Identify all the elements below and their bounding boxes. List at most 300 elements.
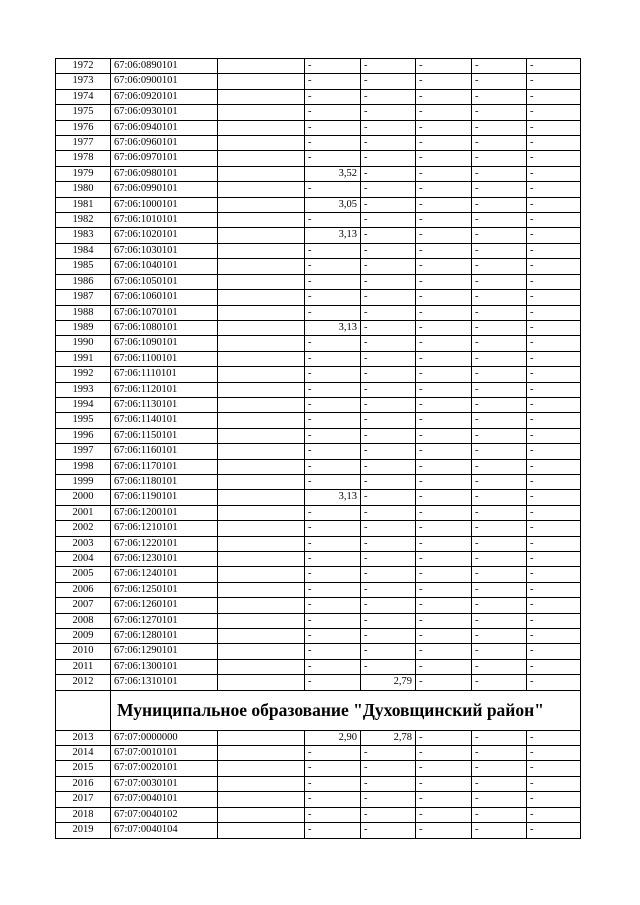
value-cell-6: -: [527, 367, 581, 382]
row-number-cell: 2011: [56, 659, 111, 674]
table-row: [56, 582, 581, 597]
value-cell-3: -: [361, 228, 416, 243]
value-cell-4: -: [416, 120, 472, 135]
value-cell-2: -: [305, 243, 361, 258]
value-cell-3: -: [361, 598, 416, 613]
row-number-cell: 1994: [56, 397, 111, 412]
value-cell-1: [218, 598, 305, 613]
value-cell-6: -: [527, 776, 581, 791]
row-number-cell: 1983: [56, 228, 111, 243]
cadastral-code-cell: 67:06:0900101: [111, 74, 218, 89]
cadastral-code-cell: 67:06:0930101: [111, 105, 218, 120]
table-row: [56, 274, 581, 289]
value-cell-2: -: [305, 552, 361, 567]
table-row: [56, 746, 581, 761]
table-row: [56, 505, 581, 520]
table-row: [56, 776, 581, 791]
table-row: [56, 136, 581, 151]
value-cell-3: -: [361, 444, 416, 459]
value-cell-3: -: [361, 823, 416, 838]
table-row: [56, 761, 581, 776]
table-row: [56, 613, 581, 628]
value-cell-3: -: [361, 746, 416, 761]
value-cell-2: -: [305, 792, 361, 807]
row-number-cell: 1990: [56, 336, 111, 351]
value-cell-1: [218, 413, 305, 428]
row-number-cell: 1980: [56, 182, 111, 197]
value-cell-1: [218, 505, 305, 520]
table-row: [56, 413, 581, 428]
value-cell-6: -: [527, 182, 581, 197]
value-cell-2: -: [305, 582, 361, 597]
value-cell-5: -: [472, 730, 527, 745]
value-cell-1: [218, 629, 305, 644]
value-cell-1: [218, 228, 305, 243]
cadastral-code-cell: 67:06:1300101: [111, 659, 218, 674]
table-row: [56, 243, 581, 258]
value-cell-4: -: [416, 505, 472, 520]
value-cell-2: -: [305, 351, 361, 366]
value-cell-2: 3,13: [305, 228, 361, 243]
value-cell-4: -: [416, 136, 472, 151]
cadastral-code-cell: 67:06:1120101: [111, 382, 218, 397]
value-cell-6: -: [527, 290, 581, 305]
cadastral-table: [55, 58, 581, 839]
value-cell-2: -: [305, 259, 361, 274]
row-number-cell: 1991: [56, 351, 111, 366]
value-cell-6: -: [527, 761, 581, 776]
value-cell-4: -: [416, 444, 472, 459]
value-cell-4: -: [416, 397, 472, 412]
value-cell-6: -: [527, 243, 581, 258]
value-cell-4: -: [416, 367, 472, 382]
value-cell-6: -: [527, 274, 581, 289]
value-cell-3: -: [361, 336, 416, 351]
value-cell-4: -: [416, 659, 472, 674]
value-cell-3: 2,79: [361, 675, 416, 690]
value-cell-2: -: [305, 761, 361, 776]
value-cell-5: -: [472, 644, 527, 659]
value-cell-2: -: [305, 807, 361, 822]
value-cell-5: -: [472, 521, 527, 536]
value-cell-5: -: [472, 536, 527, 551]
row-number-cell: 1987: [56, 290, 111, 305]
value-cell-5: -: [472, 290, 527, 305]
value-cell-6: -: [527, 459, 581, 474]
value-cell-4: -: [416, 823, 472, 838]
table-row: [56, 382, 581, 397]
value-cell-4: -: [416, 536, 472, 551]
value-cell-3: -: [361, 182, 416, 197]
value-cell-1: [218, 274, 305, 289]
value-cell-3: -: [361, 59, 416, 74]
row-number-cell: 1976: [56, 120, 111, 135]
table-row: [56, 474, 581, 489]
table-row: [56, 213, 581, 228]
row-number-cell: 1982: [56, 213, 111, 228]
value-cell-1: [218, 659, 305, 674]
cadastral-code-cell: 67:06:1190101: [111, 490, 218, 505]
cadastral-code-cell: 67:06:1280101: [111, 629, 218, 644]
row-number-cell: 2000: [56, 490, 111, 505]
value-cell-6: -: [527, 382, 581, 397]
value-cell-5: -: [472, 444, 527, 459]
value-cell-2: -: [305, 644, 361, 659]
row-number-cell: 1993: [56, 382, 111, 397]
value-cell-2: -: [305, 105, 361, 120]
value-cell-2: -: [305, 413, 361, 428]
value-cell-6: -: [527, 474, 581, 489]
value-cell-1: [218, 397, 305, 412]
value-cell-5: -: [472, 629, 527, 644]
value-cell-2: -: [305, 521, 361, 536]
table-row: [56, 259, 581, 274]
row-number-cell: 2003: [56, 536, 111, 551]
value-cell-1: [218, 89, 305, 104]
value-cell-6: -: [527, 336, 581, 351]
value-cell-3: -: [361, 305, 416, 320]
value-cell-1: [218, 644, 305, 659]
value-cell-4: -: [416, 792, 472, 807]
cadastral-code-cell: 67:06:1180101: [111, 474, 218, 489]
value-cell-4: -: [416, 197, 472, 212]
value-cell-6: -: [527, 746, 581, 761]
value-cell-5: -: [472, 552, 527, 567]
value-cell-5: -: [472, 567, 527, 582]
value-cell-1: [218, 166, 305, 181]
value-cell-3: -: [361, 474, 416, 489]
table-row: [56, 351, 581, 366]
value-cell-3: -: [361, 629, 416, 644]
value-cell-5: -: [472, 136, 527, 151]
table-row: [56, 567, 581, 582]
row-number-cell: 1989: [56, 320, 111, 335]
value-cell-4: -: [416, 213, 472, 228]
table-row: [56, 521, 581, 536]
row-number-cell: 2017: [56, 792, 111, 807]
value-cell-3: -: [361, 382, 416, 397]
value-cell-3: -: [361, 761, 416, 776]
row-number-cell: 2006: [56, 582, 111, 597]
value-cell-1: [218, 582, 305, 597]
cadastral-code-cell: 67:06:1030101: [111, 243, 218, 258]
value-cell-2: -: [305, 598, 361, 613]
value-cell-6: -: [527, 490, 581, 505]
value-cell-4: -: [416, 305, 472, 320]
value-cell-3: -: [361, 567, 416, 582]
cadastral-code-cell: 67:06:1170101: [111, 459, 218, 474]
row-number-cell: 2009: [56, 629, 111, 644]
cadastral-code-cell: 67:06:1260101: [111, 598, 218, 613]
table-body-bottom: [56, 730, 581, 838]
row-number-cell: 2001: [56, 505, 111, 520]
table-row: [56, 336, 581, 351]
value-cell-5: -: [472, 151, 527, 166]
row-number-cell: 2007: [56, 598, 111, 613]
value-cell-2: -: [305, 776, 361, 791]
cadastral-code-cell: 67:06:1100101: [111, 351, 218, 366]
value-cell-3: -: [361, 320, 416, 335]
row-number-cell: 1974: [56, 89, 111, 104]
value-cell-3: -: [361, 807, 416, 822]
value-cell-1: [218, 521, 305, 536]
cadastral-code-cell: 67:06:1000101: [111, 197, 218, 212]
value-cell-3: -: [361, 166, 416, 181]
value-cell-5: -: [472, 746, 527, 761]
value-cell-3: -: [361, 536, 416, 551]
cadastral-code-cell: 67:06:1250101: [111, 582, 218, 597]
value-cell-5: -: [472, 459, 527, 474]
value-cell-3: -: [361, 552, 416, 567]
value-cell-3: -: [361, 413, 416, 428]
value-cell-3: -: [361, 120, 416, 135]
table-row: [56, 444, 581, 459]
value-cell-5: -: [472, 351, 527, 366]
table-row: [56, 428, 581, 443]
value-cell-6: -: [527, 552, 581, 567]
value-cell-3: -: [361, 351, 416, 366]
value-cell-3: -: [361, 89, 416, 104]
row-number-cell: 2019: [56, 823, 111, 838]
value-cell-2: -: [305, 367, 361, 382]
table-row: [56, 490, 581, 505]
cadastral-code-cell: 67:06:1270101: [111, 613, 218, 628]
value-cell-5: -: [472, 761, 527, 776]
value-cell-1: [218, 305, 305, 320]
cadastral-code-cell: 67:06:1160101: [111, 444, 218, 459]
value-cell-2: -: [305, 823, 361, 838]
value-cell-6: -: [527, 444, 581, 459]
cadastral-code-cell: 67:06:1290101: [111, 644, 218, 659]
value-cell-4: -: [416, 59, 472, 74]
value-cell-1: [218, 197, 305, 212]
table-row: [56, 459, 581, 474]
value-cell-4: -: [416, 290, 472, 305]
row-number-cell: 2013: [56, 730, 111, 745]
row-number-cell: 1973: [56, 74, 111, 89]
value-cell-2: -: [305, 59, 361, 74]
cadastral-code-cell: 67:06:1060101: [111, 290, 218, 305]
row-number-cell: 2014: [56, 746, 111, 761]
value-cell-6: -: [527, 166, 581, 181]
value-cell-2: -: [305, 151, 361, 166]
cadastral-code-cell: 67:07:0030101: [111, 776, 218, 791]
value-cell-6: -: [527, 675, 581, 690]
cadastral-code-cell: 67:06:0960101: [111, 136, 218, 151]
row-number-cell: 1978: [56, 151, 111, 166]
value-cell-5: -: [472, 428, 527, 443]
value-cell-2: 3,52: [305, 166, 361, 181]
row-number-cell: 1988: [56, 305, 111, 320]
section-blank-cell: [56, 690, 111, 730]
value-cell-3: -: [361, 613, 416, 628]
cadastral-code-cell: 67:07:0000000: [111, 730, 218, 745]
value-cell-5: -: [472, 336, 527, 351]
value-cell-3: -: [361, 521, 416, 536]
value-cell-2: 3,13: [305, 320, 361, 335]
value-cell-1: [218, 120, 305, 135]
row-number-cell: 2004: [56, 552, 111, 567]
cadastral-code-cell: 67:06:1140101: [111, 413, 218, 428]
value-cell-4: -: [416, 320, 472, 335]
value-cell-4: -: [416, 151, 472, 166]
value-cell-4: -: [416, 182, 472, 197]
row-number-cell: 1977: [56, 136, 111, 151]
value-cell-6: -: [527, 629, 581, 644]
value-cell-3: -: [361, 136, 416, 151]
value-cell-5: -: [472, 120, 527, 135]
cadastral-code-cell: 67:06:1230101: [111, 552, 218, 567]
value-cell-6: -: [527, 582, 581, 597]
value-cell-2: 3,05: [305, 197, 361, 212]
value-cell-2: -: [305, 567, 361, 582]
value-cell-2: -: [305, 336, 361, 351]
cadastral-code-cell: 67:06:1130101: [111, 397, 218, 412]
value-cell-5: -: [472, 659, 527, 674]
table-row: [56, 59, 581, 74]
value-cell-2: -: [305, 746, 361, 761]
value-cell-6: -: [527, 213, 581, 228]
value-cell-5: -: [472, 305, 527, 320]
value-cell-2: -: [305, 89, 361, 104]
cadastral-code-cell: 67:06:1310101: [111, 675, 218, 690]
row-number-cell: 1981: [56, 197, 111, 212]
value-cell-6: -: [527, 151, 581, 166]
value-cell-4: -: [416, 776, 472, 791]
value-cell-4: -: [416, 413, 472, 428]
value-cell-6: -: [527, 320, 581, 335]
value-cell-2: -: [305, 505, 361, 520]
value-cell-5: -: [472, 776, 527, 791]
value-cell-2: -: [305, 182, 361, 197]
table-row: [56, 730, 581, 745]
row-number-cell: 1996: [56, 428, 111, 443]
value-cell-4: -: [416, 351, 472, 366]
section-block: [56, 690, 581, 730]
cadastral-code-cell: 67:06:1050101: [111, 274, 218, 289]
cadastral-code-cell: 67:06:0990101: [111, 182, 218, 197]
value-cell-1: [218, 213, 305, 228]
value-cell-6: -: [527, 228, 581, 243]
value-cell-5: -: [472, 228, 527, 243]
row-number-cell: 2016: [56, 776, 111, 791]
value-cell-5: -: [472, 490, 527, 505]
value-cell-5: -: [472, 367, 527, 382]
value-cell-2: 2,90: [305, 730, 361, 745]
value-cell-1: [218, 459, 305, 474]
table-row: [56, 228, 581, 243]
value-cell-4: -: [416, 336, 472, 351]
value-cell-6: -: [527, 305, 581, 320]
value-cell-6: -: [527, 428, 581, 443]
value-cell-3: -: [361, 274, 416, 289]
value-cell-3: -: [361, 290, 416, 305]
cadastral-code-cell: 67:06:0890101: [111, 59, 218, 74]
cadastral-code-cell: 67:06:1070101: [111, 305, 218, 320]
value-cell-1: [218, 746, 305, 761]
value-cell-2: -: [305, 459, 361, 474]
row-number-cell: 2018: [56, 807, 111, 822]
value-cell-4: -: [416, 428, 472, 443]
value-cell-2: -: [305, 536, 361, 551]
value-cell-1: [218, 552, 305, 567]
value-cell-2: -: [305, 428, 361, 443]
cadastral-code-cell: 67:06:1040101: [111, 259, 218, 274]
cadastral-code-cell: 67:06:0980101: [111, 166, 218, 181]
value-cell-1: [218, 474, 305, 489]
value-cell-6: -: [527, 792, 581, 807]
section-heading: Муниципальное образование "Духовщинский район": [111, 690, 581, 730]
cadastral-code-cell: 67:06:1020101: [111, 228, 218, 243]
section-row: [56, 690, 581, 730]
value-cell-5: -: [472, 675, 527, 690]
value-cell-5: -: [472, 413, 527, 428]
table-row: [56, 367, 581, 382]
value-cell-4: -: [416, 459, 472, 474]
value-cell-6: -: [527, 136, 581, 151]
value-cell-3: -: [361, 659, 416, 674]
value-cell-4: -: [416, 644, 472, 659]
value-cell-3: -: [361, 397, 416, 412]
table-row: [56, 598, 581, 613]
value-cell-2: -: [305, 613, 361, 628]
cadastral-code-cell: 67:06:1010101: [111, 213, 218, 228]
table-row: [56, 675, 581, 690]
value-cell-4: -: [416, 521, 472, 536]
value-cell-1: [218, 567, 305, 582]
row-number-cell: 1997: [56, 444, 111, 459]
value-cell-6: -: [527, 823, 581, 838]
value-cell-3: -: [361, 259, 416, 274]
value-cell-2: -: [305, 444, 361, 459]
value-cell-5: -: [472, 213, 527, 228]
value-cell-5: -: [472, 59, 527, 74]
value-cell-1: [218, 675, 305, 690]
cadastral-code-cell: 67:07:0010101: [111, 746, 218, 761]
table-row: [56, 182, 581, 197]
value-cell-4: -: [416, 746, 472, 761]
value-cell-1: [218, 367, 305, 382]
value-cell-6: -: [527, 413, 581, 428]
value-cell-5: -: [472, 89, 527, 104]
value-cell-1: [218, 151, 305, 166]
table-row: [56, 807, 581, 822]
value-cell-6: -: [527, 644, 581, 659]
value-cell-2: -: [305, 397, 361, 412]
value-cell-4: -: [416, 598, 472, 613]
value-cell-1: [218, 136, 305, 151]
value-cell-4: -: [416, 105, 472, 120]
value-cell-6: -: [527, 730, 581, 745]
value-cell-1: [218, 59, 305, 74]
value-cell-4: -: [416, 490, 472, 505]
value-cell-4: -: [416, 382, 472, 397]
row-number-cell: 2008: [56, 613, 111, 628]
value-cell-6: -: [527, 807, 581, 822]
value-cell-5: -: [472, 320, 527, 335]
cadastral-code-cell: 67:07:0040102: [111, 807, 218, 822]
value-cell-3: -: [361, 428, 416, 443]
value-cell-1: [218, 613, 305, 628]
value-cell-4: -: [416, 807, 472, 822]
value-cell-5: -: [472, 259, 527, 274]
value-cell-2: -: [305, 136, 361, 151]
value-cell-5: -: [472, 474, 527, 489]
value-cell-6: -: [527, 89, 581, 104]
cadastral-code-cell: 67:06:1200101: [111, 505, 218, 520]
value-cell-3: -: [361, 792, 416, 807]
value-cell-1: [218, 776, 305, 791]
